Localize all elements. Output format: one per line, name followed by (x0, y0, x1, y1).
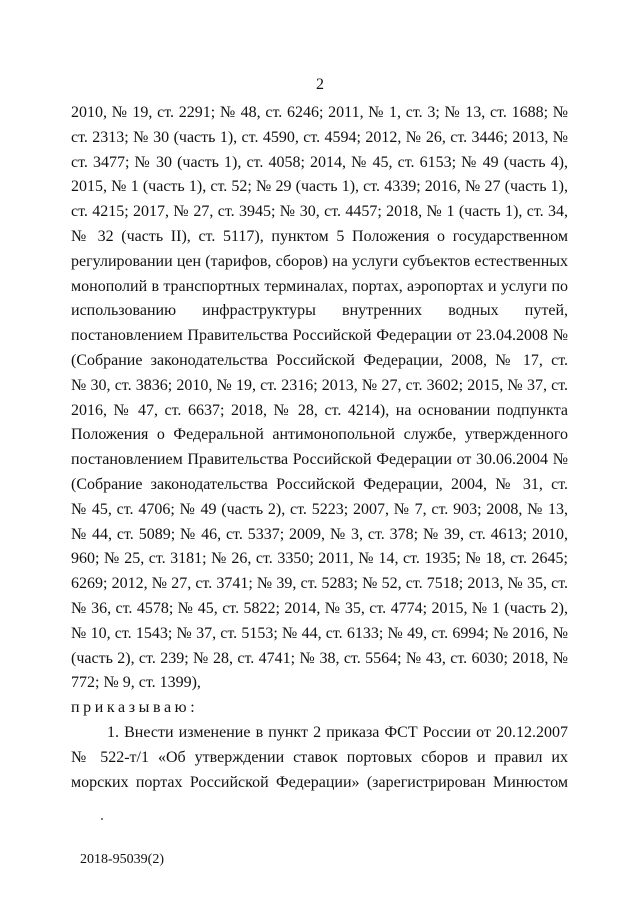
text-line: (Собрание законодательства Российской Федерации, 2008, № 17, ст. (71, 351, 568, 369)
body-text (71, 101, 568, 795)
text-line: монополий в транспортных терминалах, портах, аэропортах и услуги по (71, 277, 568, 295)
text-line: (часть 2), ст. 239; № 28, ст. 4741; № 38, ст. 5564; № 43, ст. 6030; 2018, № (71, 649, 568, 667)
scan-speck (101, 818, 103, 820)
text-line: (Собрание законодательства Российской Федерации, 2004, № 31, ст. (71, 475, 568, 493)
item-1-line: № 522-т/1 «Об утверждении ставок портовых сборов и правил их (71, 748, 568, 766)
text-line: 2010, № 19, ст. 2291; № 48, ст. 6246; 2011, № 1, ст. 3; № 13, ст. 1688; № (71, 104, 568, 121)
text-line: использованию инфраструктуры внутренних водных путей, (71, 302, 568, 320)
text-line: 960; № 25, ст. 3181; № 26, ст. 3350; 2011, № 14, ст. 1935; № 18, ст. 2645; (71, 550, 568, 568)
text-line: ст. 4215; 2017, № 27, ст. 3945; № 30, ст. 4457; 2018, № 1 (часть 1), ст. 34, (71, 203, 568, 221)
item-1-line: морских портах Российской Федерации» (зарегистрирован Минюстом (71, 773, 568, 791)
text-line: Положения о Федеральной антимонопольной службе, утвержденного (71, 426, 568, 444)
text-line: № 44, ст. 5089; № 46, ст. 5337; 2009, № 3, ст. 378; № 39, ст. 4613; 2010, (71, 525, 568, 543)
text-line: постановлением Правительства Российской Федерации от 23.04.2008 № (71, 327, 568, 345)
text-line: ст. 3477; № 30 (часть 1), ст. 4058; 2014, № 45, ст. 6153; № 49 (часть 4), (71, 153, 568, 171)
page-number: 2 (316, 76, 324, 93)
text-line: 6269; 2012, № 27, ст. 3741; № 39, ст. 5283; № 52, ст. 7518; 2013, № 35, ст. (71, 575, 568, 593)
document-id: 2018-95039(2) (80, 852, 164, 867)
text-line: 2015, № 1 (часть 1), ст. 52; № 29 (часть 1), ст. 4339; 2016, № 27 (часть 1), (71, 178, 568, 196)
text-line: № 10, ст. 1543; № 37, ст. 5153; № 44, ст. 6133; № 49, ст. 6994; № 2016, № (71, 624, 568, 642)
text-line: 772; № 9, ст. 1399), (71, 674, 201, 692)
text-line: № 45, ст. 4706; № 49 (часть 2), ст. 5223; 2007, № 7, ст. 903; 2008, № 13, (71, 500, 568, 518)
text-line: № 30, ст. 3836; 2010, № 19, ст. 2316; 2013, № 27, ст. 3602; 2015, № 37, ст. (71, 376, 568, 394)
text-line: № 36, ст. 4578; № 45, ст. 5822; 2014, № 35, ст. 4774; 2015, № 1 (часть 2), (71, 599, 568, 617)
text-line: ст. 2313; № 30 (часть 1), ст. 4590, ст. 4594; 2012, № 26, ст. 3446; 2013, № (71, 128, 568, 146)
item-1-line: 1. Внести изменение в пункт 2 приказа ФСТ России от 20.12.2007 (107, 723, 568, 741)
text-line: регулировании цен (тарифов, сборов) на услуги субъектов естественных (71, 252, 568, 270)
order-word: приказываю: (71, 699, 199, 717)
text-line: № 32 (часть II), ст. 5117), пунктом 5 Положения о государственном (71, 227, 568, 245)
text-line: 2016, № 47, ст. 6637; 2018, № 28, ст. 4214), на основании подпункта (71, 401, 568, 419)
text-line: постановлением Правительства Российской Федерации от 30.06.2004 № (71, 451, 568, 469)
